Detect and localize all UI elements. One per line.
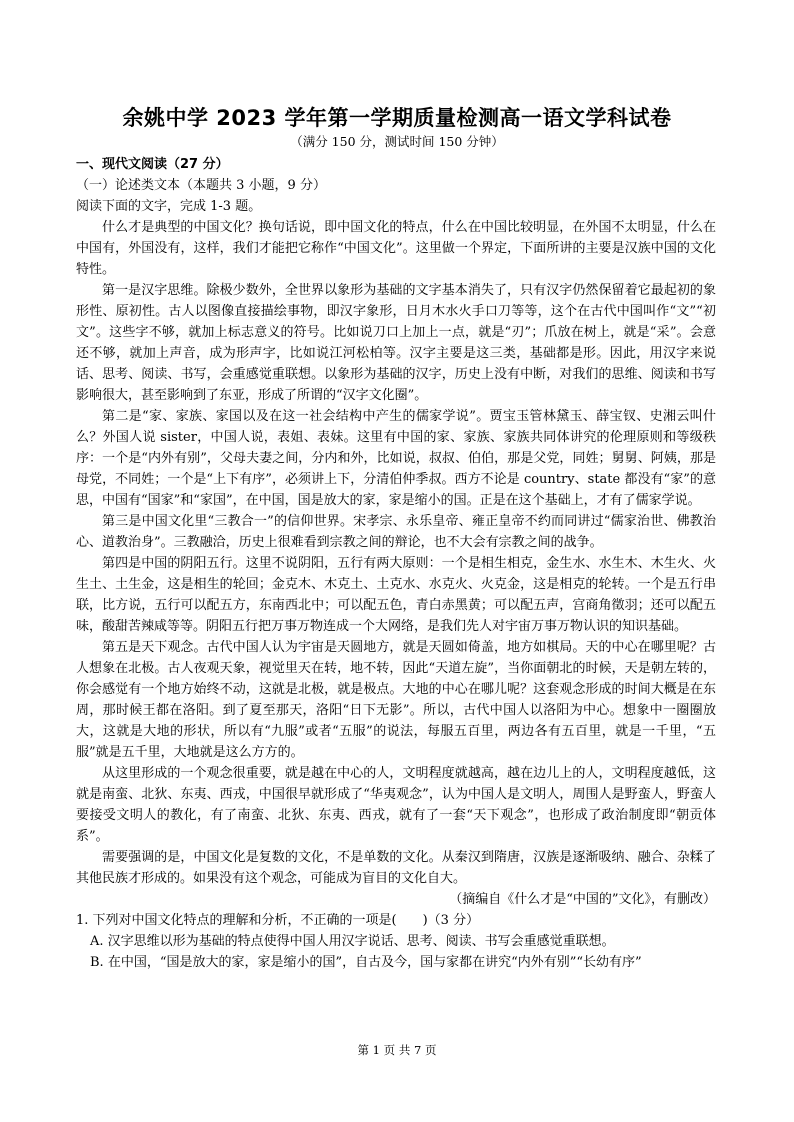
page-subtitle: （满分 150 分，测试时间 150 分钟） — [290, 134, 504, 149]
passage-paragraph-8: 需要强调的是，中国文化是复数的文化，不是单数的文化。从秦汉到隋唐，汉族是逐渐吸纳、融合、杂糅了其他民族才形成的。如果没有这个观念，可能成为盲目的文化自大。 — [76, 850, 716, 886]
passage-paragraph-5: 第四是中国的阴阳五行。这里不说阴阳，五行有两大原则：一个是相生相克，金生水、水生木、木生火、火生土、土生金，这是相生的轮回；金克木、木克土、土克水、水克火、火克金，这是相克的轮转。一个是五行串联，比方说，五行可以配五方，东南西北中；可以配五色，青白赤黑黄；可以配五声，宫商角徵羽；还可以配五味，酸甜苦辣咸等等。阴阳五行把万事万物连成一个大网络，是我们先人对宇宙万事万物认识的知识基础。 — [76, 556, 716, 634]
passage-paragraph-2: 第一是汉字思维。除极少数外，全世界以象形为基础的文字基本消失了，只有汉字仍然保留着它最起初的象形性、原初性。古人以图像直接描绘事物，即汉字象形，日月木水火手口刀等等，这个在古代中国叫作“文”“初文”。这些字不够，就加上标志意义的符号。比如说刀口上加上一点，就是“刃”；爪放在树上，就是“采”。会意还不够，就加上声音，成为形声字，比如说江河松柏等。汉字主要是这三类，基础都是形。因此，用汉字来说话、思考、阅读、书写，会重感觉重联想。以象形为基础的汉字，历史上没有中断，对我们的思维、阅读和书写影响很大，甚至影响到了东亚，形成了所谓的“汉字文化圈”。 — [76, 283, 716, 403]
question-1-option-b: B. 在中国，“国是放大的家，家是缩小的国”，自古及今，国与家都在讲究“内外有别”“长幼有序” — [90, 955, 642, 970]
passage-paragraph-3: 第二是“家、家族、家国以及在这一社会结构中产生的儒家学说”。贾宝玉管林黛玉、薛宝钗、史湘云叫什么？外国人说 sister，中国人说，表姐、表妹。这里有中国的家、家族、家族共同体讲究的伦理原则和等级秩序：一个是“内外有别”，父母夫妻之间，分内和外，比如说，叔叔、伯伯，那是父党，同姓；舅舅、阿姨，那是母党，不同姓；一个是“上下有序”，必须讲上下，分清伯仲季叔。西方不论是 country、state 都没有“家”的意思，中国有“国家”和“家国”，在中国，国是放大的家，家是缩小的国。正是在这个基础上，才有了儒家学说。 — [76, 409, 716, 508]
content-area — [76, 154, 716, 973]
page-title: 余姚中学 2023 学年第一学期质量检测高一语文学科试卷 — [122, 106, 672, 130]
passage-source: （摘编自《什么才是“中国的”文化》，有删改） — [449, 892, 716, 907]
passage-paragraph-7: 从这里形成的一个观念很重要，就是越在中心的人，文明程度就越高，越在边儿上的人，文明程度越低，这就是南蛮、北狄、东夷、西戎，中国很早就形成了“华夷观念”，认为中国人是文明人，周围人是野蛮人，野蛮人要接受文明人的教化，有了南蛮、北狄、东夷、西戎，就有了一套“天下观念”，也形成了政治制度即“朝贡体系”。 — [76, 766, 716, 844]
section-heading: 一、现代文阅读（27 分） — [76, 157, 229, 172]
page-footer: 第 1 页 共 7 页 — [357, 1043, 437, 1057]
passage-paragraph-1: 什么才是典型的中国文化？换句话说，即中国文化的特点，什么在中国比较明显，在外国不太明显，什么在中国有，外国没有，这样，我们才能把它称作“中国文化”。这里做一个界定，下面所讲的主要是汉族中国的文化特性。 — [76, 220, 716, 277]
question-1-option-a: A. 汉字思维以形为基础的特点使得中国人用汉字说话、思考、阅读、书写会重感觉重联想。 — [90, 934, 615, 949]
reading-instruction: 阅读下面的文字，完成 1-3 题。 — [76, 199, 262, 214]
passage-paragraph-6: 第五是天下观念。古代中国人认为宇宙是天圆地方，就是天圆如倚盖，地方如棋局。天的中心在哪里呢？古人想象在北极。古人夜观天象，视觉里天在转，地不转，因此“天道左旋”，当你面朝北的时候，天是朝左转的，你会感觉有一个地方始终不动，这就是北极，就是极点。大地的中心在哪儿呢？这套观念形成的时间大概是在东周，那时候王都在洛阳。到了夏至那天，洛阳“日下无影”。所以，古代中国人以洛阳为中心。想象中一圈圈放大，这就是大地的形状，所以有“九服”或者“五服”的说法，每服五百里，两边各有五百里，就是一千里，“五服”就是五千里，大地就是这么方方的。 — [76, 640, 716, 760]
passage-paragraph-4: 第三是中国文化里“三教合一”的信仰世界。宋孝宗、永乐皇帝、雍正皇帝不约而同讲过“儒家治世、佛教治心、道教治身”。三教融洽，历史上很难看到宗教之间的辩论，也不大会有宗教之间的战争。 — [76, 514, 716, 550]
question-1-stem: 1. 下列对中国文化特点的理解和分析，不正确的一项是( )（3 分） — [76, 913, 480, 928]
sub-section-heading: （一）论述类文本（本题共 3 小题，9 分） — [76, 178, 326, 193]
